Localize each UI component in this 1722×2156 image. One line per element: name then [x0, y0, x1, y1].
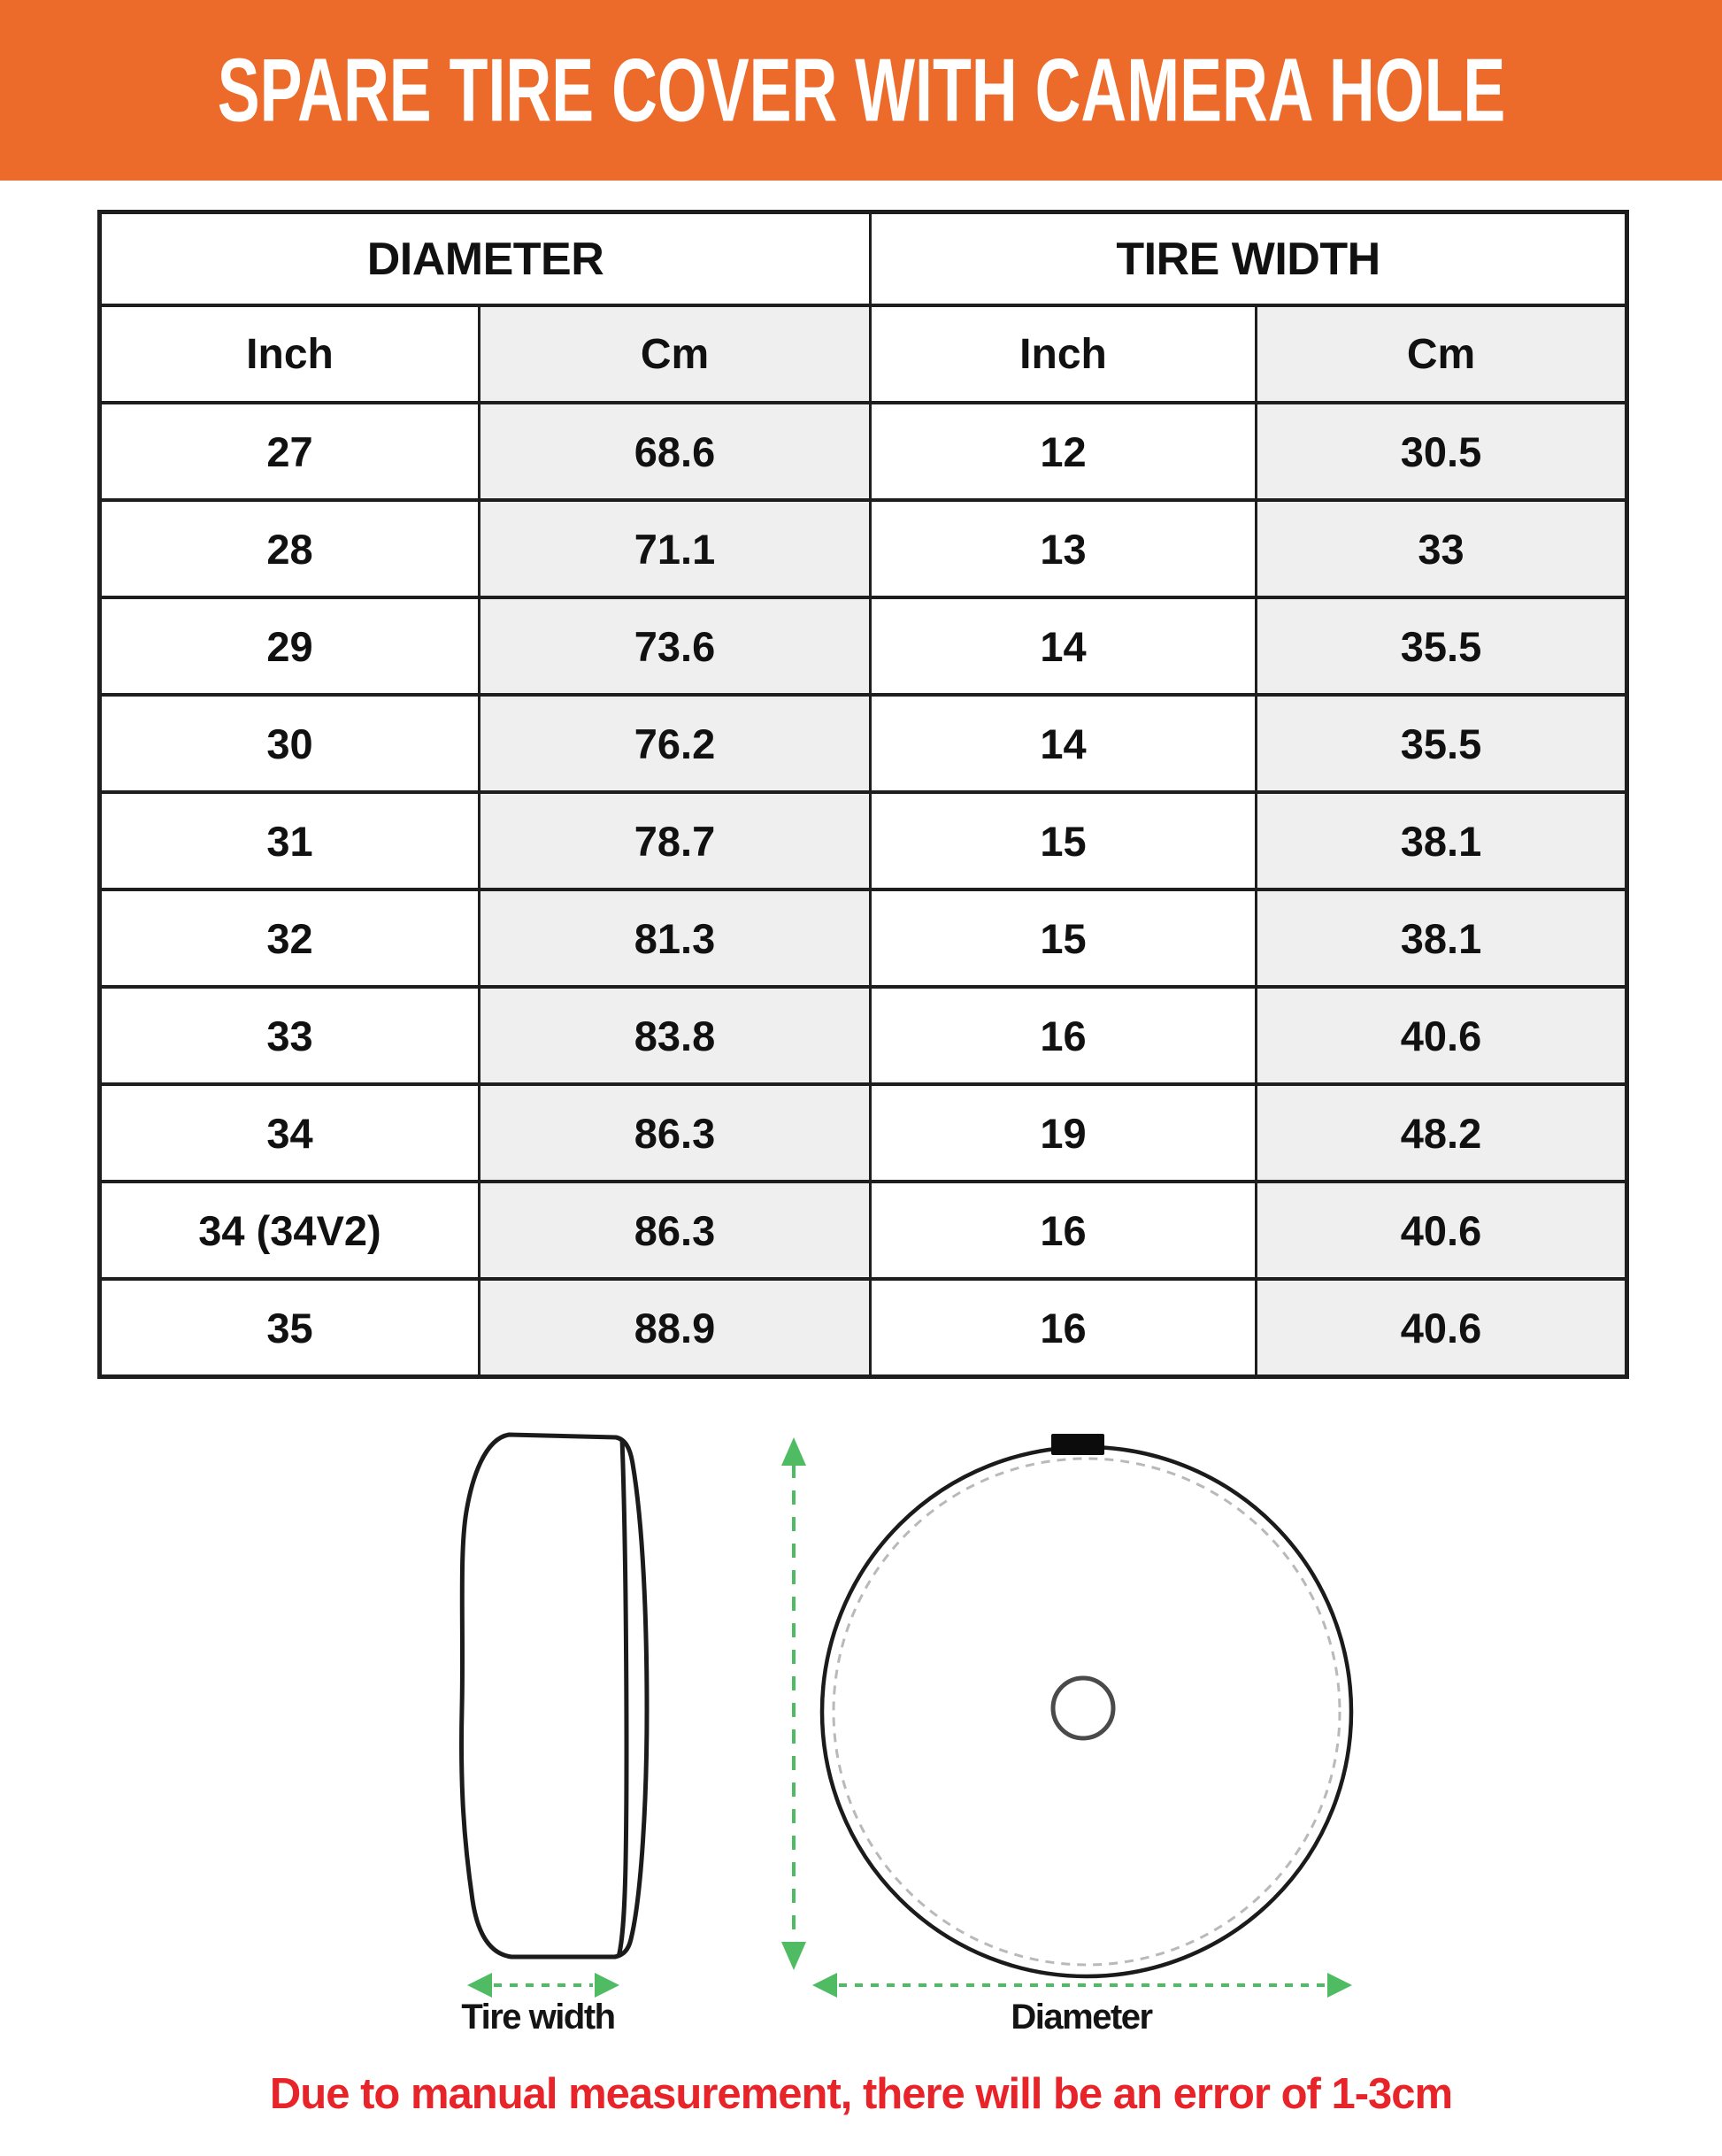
table-cell: 35.5	[1257, 597, 1627, 695]
table-row	[100, 500, 1627, 597]
tire-front-view-drawing	[822, 1434, 1351, 1976]
table-cell: 83.8	[480, 987, 871, 1084]
table-cell: 12	[871, 403, 1257, 500]
table-cell: 40.6	[1257, 1182, 1627, 1279]
table-cell: 16	[871, 1279, 1257, 1377]
table-cell: 86.3	[480, 1182, 871, 1279]
table-row	[100, 403, 1627, 500]
table-cell: 32	[100, 889, 480, 987]
subheader-diameter-inch: Inch	[100, 305, 480, 403]
table-cell: 14	[871, 695, 1257, 792]
table-row	[100, 987, 1627, 1084]
page-title: SPARE TIRE COVER WITH CAMERA HOLE	[217, 39, 1505, 141]
table-cell: 15	[871, 889, 1257, 987]
table-cell: 14	[871, 597, 1257, 695]
table-cell: 27	[100, 403, 480, 500]
subheader-width-cm: Cm	[1257, 305, 1627, 403]
table-cell: 30.5	[1257, 403, 1627, 500]
table-cell: 48.2	[1257, 1084, 1627, 1182]
measurement-diagram	[0, 1416, 1722, 2053]
table-cell: 38.1	[1257, 792, 1627, 889]
table-cell: 33	[100, 987, 480, 1084]
hanger-tab	[1051, 1434, 1104, 1455]
table-row	[100, 792, 1627, 889]
table-cell: 19	[871, 1084, 1257, 1182]
vertical-diameter-arrow-icon	[781, 1437, 806, 1970]
header-banner	[0, 0, 1722, 181]
table-cell: 81.3	[480, 889, 871, 987]
table-row	[100, 889, 1627, 987]
table-cell: 86.3	[480, 1084, 871, 1182]
table-cell: 38.1	[1257, 889, 1627, 987]
tire-width-label: Tire width	[461, 1998, 615, 2037]
table-cell: 88.9	[480, 1279, 871, 1377]
group-header-diameter: DIAMETER	[100, 212, 871, 306]
tire-side-view-drawing	[462, 1435, 648, 1957]
table-row	[100, 1279, 1627, 1377]
table-cell: 71.1	[480, 500, 871, 597]
table-cell: 28	[100, 500, 480, 597]
table-cell: 34 (34V2)	[100, 1182, 480, 1279]
group-header-row	[100, 212, 1627, 306]
table-cell: 13	[871, 500, 1257, 597]
table-cell: 16	[871, 1182, 1257, 1279]
table-cell: 40.6	[1257, 987, 1627, 1084]
table-cell: 33	[1257, 500, 1627, 597]
table-cell: 15	[871, 792, 1257, 889]
table-cell: 78.7	[480, 792, 871, 889]
table-cell: 76.2	[480, 695, 871, 792]
sub-header-row	[100, 305, 1627, 403]
subheader-width-inch: Inch	[871, 305, 1257, 403]
table-cell: 68.6	[480, 403, 871, 500]
table-row	[100, 1182, 1627, 1279]
tire-width-arrow-icon	[467, 1973, 619, 1998]
table-cell: 40.6	[1257, 1279, 1627, 1377]
table-cell: 34	[100, 1084, 480, 1182]
diameter-label: Diameter	[1011, 1998, 1152, 2037]
table-cell: 35	[100, 1279, 480, 1377]
table-row	[100, 597, 1627, 695]
table-cell: 73.6	[480, 597, 871, 695]
subheader-diameter-cm: Cm	[480, 305, 871, 403]
table-cell: 29	[100, 597, 480, 695]
group-header-tire-width: TIRE WIDTH	[871, 212, 1627, 306]
table-cell: 35.5	[1257, 695, 1627, 792]
size-chart-table	[97, 210, 1629, 1379]
table-row	[100, 695, 1627, 792]
table-row	[100, 1084, 1627, 1182]
measurement-error-note: Due to manual measurement, there will be an error of 1-3cm	[269, 2070, 1453, 2118]
table-cell: 31	[100, 792, 480, 889]
table-cell: 30	[100, 695, 480, 792]
camera-hole	[1053, 1678, 1113, 1738]
table-cell: 16	[871, 987, 1257, 1084]
